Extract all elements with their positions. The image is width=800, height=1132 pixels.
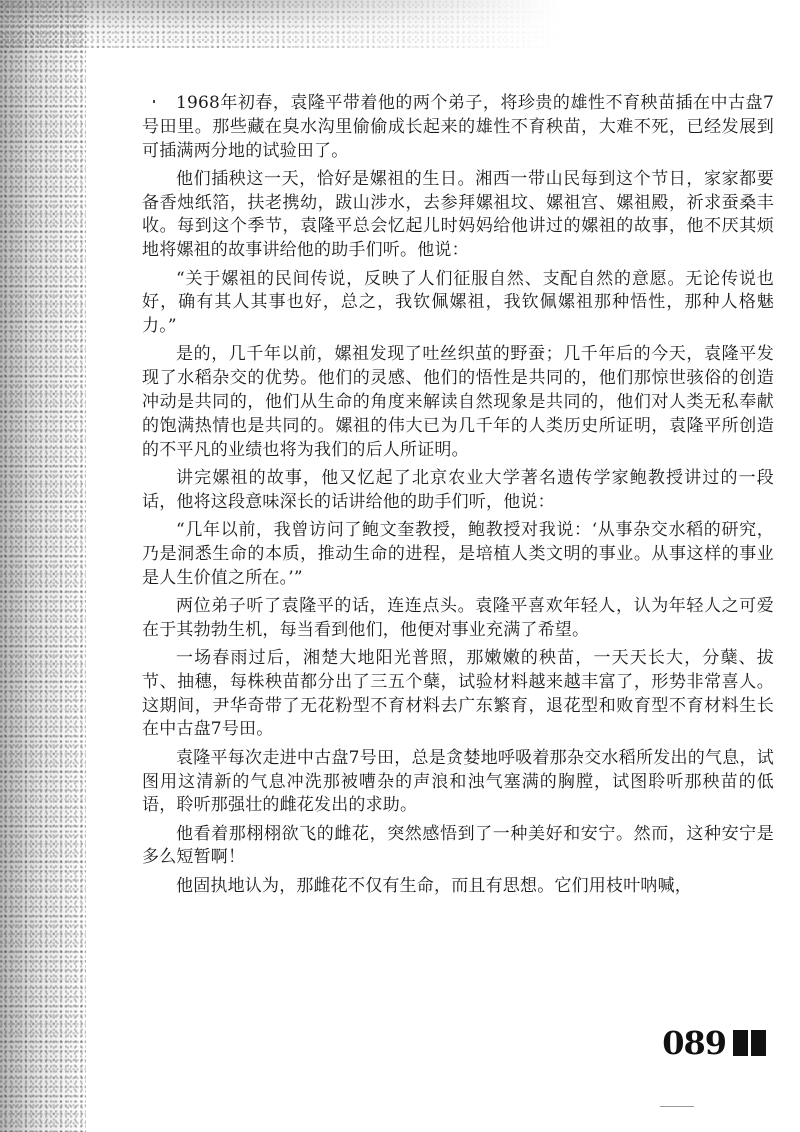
paragraph: 讲完嫘祖的故事，他又忆起了北京农业大学著名遗传学家鲍教授讲过的一段话，他将这段意味深长的话讲给他的助手们听，他说： — [142, 467, 774, 512]
page-number: 089 — [662, 1024, 726, 1062]
page-number-block — [662, 1024, 766, 1062]
footer-rule — [660, 1106, 694, 1107]
paragraph: “几年以前，我曾访问了鲍文奎教授，鲍教授对我说：‘从事杂交水稻的研究，乃是洞悉生命的本质，推动生命的进程，是培植人类文明的事业。从事这样的事业是人生价值之所在。’” — [142, 520, 774, 588]
paragraph: 他固执地认为，那雌花不仅有生命，而且有思想。它们用枝叶呐喊， — [176, 875, 692, 896]
paragraph: 1968年初春，袁隆平带着他的两个弟子，将珍贵的雄性不育秧苗插在中古盘7号田里。那些藏在臭水沟里偷偷成长起来的雄性不育秧苗，大难不死，已经发展到可插满两分地的试验田了。 — [142, 93, 774, 161]
paragraph: “关于嫘祖的民间传说，反映了人们征服自然、支配自然的意愿。无论传说也好，确有其人其事也好，总之，我钦佩嫘祖，我钦佩嫘祖那种悟性，那种人格魅力。” — [142, 268, 774, 337]
paragraph: 一场春雨过后，湘楚大地阳光普照，那嫩嫩的秧苗，一天天长大，分蘖、拔节、抽穗，每株秧苗都分出了三五个蘖，试验材料越来越丰富了，形势非常喜人。这期间，尹华奇带了无花粉型不育材料去广东繁育，退花型和败育型不育材料生长在中古盘7号田。 — [142, 648, 774, 740]
scan-noise-top-edge — [0, 0, 560, 48]
paragraph: 是的，几千年以前，嫘祖发现了吐丝织茧的野蚕；几千年后的今天，袁隆平发现了水稻杂交的优势。他们的灵感、他们的悟性是共同的，他们那惊世骇俗的创造冲动是共同的，他们从生命的角度来解读自然现象是共同的，他们对人类无私奉献的饱满热情也是共同的。嫘祖的伟大已为几千年的人类历史所证明，袁隆平所创造的不平凡的业绩也将为我们的后人所证明。 — [142, 344, 774, 460]
paragraph: 袁隆平每次走进中古盘7号田，总是贪婪地呼吸着那杂交水稻所发出的气息，试图用这清新的气息冲洗那被嘈杂的声浪和浊气塞满的胸膛，试图聆听那秧苗的低语，聆听那强壮的雌花发出的求助。 — [142, 747, 774, 816]
page-number-decoration — [730, 1030, 766, 1056]
page-body — [142, 92, 774, 903]
paragraph: 他们插秧这一天，恰好是嫘祖的生日。湘西一带山民每到这个节日，家家都要备香烛纸箔，扶老携幼，跋山涉水，去参拜嫘祖坟、嫘祖宫、嫘祖殿，祈求蚕桑丰收。每到这个季节，袁隆平总会忆起儿时妈妈给他讲过的嫘祖的故事，他不厌其烦地将嫘祖的故事讲给他的助手们听。他说： — [142, 168, 774, 261]
decor-block — [733, 1030, 748, 1056]
paragraph: 他看着那栩栩欲飞的雌花，突然感悟到了一种美好和安宁。然而，这种安宁是多么短暂啊！ — [142, 823, 774, 868]
paragraph: 两位弟子听了袁隆平的话，连连点头。袁隆平喜欢年轻人，认为年轻人之可爱在于其勃勃生机，每当看到他们，他便对事业充满了希望。 — [142, 595, 774, 640]
scan-noise-left-edge — [0, 0, 86, 1132]
decor-block — [751, 1030, 766, 1056]
